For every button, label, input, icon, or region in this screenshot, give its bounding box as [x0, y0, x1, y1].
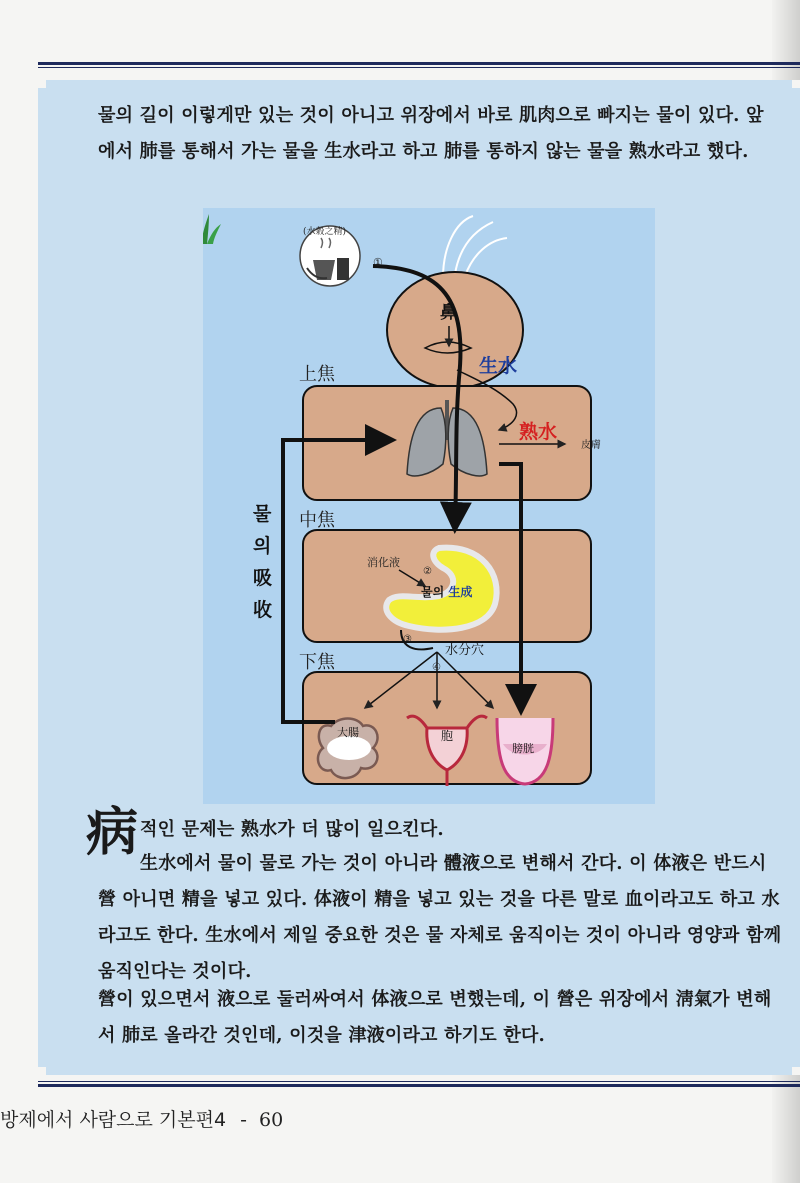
- bladder-label: 膀胱: [512, 742, 534, 755]
- page-number: 60: [259, 1109, 284, 1131]
- absorption-label-1: 물: [253, 503, 272, 525]
- lower-jiao-label: 下焦: [299, 652, 335, 673]
- footer-dash: -: [240, 1109, 247, 1131]
- large-intestine-label: 大腸: [337, 726, 359, 739]
- suksu-label: 熟水: [519, 421, 558, 443]
- intro-paragraph: 물의 길이 이렇게만 있는 것이 아니고 위장에서 바로 肌肉으로 빠지는 물이 있다. 앞에서 肺를 통해서 가는 물을 生水라고 하고 肺를 통하지 않는 물을 熟水라고 했다.: [98, 105, 764, 162]
- step-3-marker: ③: [403, 634, 412, 645]
- water-generation-label-a: 물의: [421, 585, 449, 599]
- absorption-label-2: 의: [253, 535, 272, 557]
- skin-label: 皮膚: [581, 440, 601, 451]
- paragraph-2-body: 生水에서 물이 물로 가는 것이 아니라 體液으로 변해서 간다. 이 体液은 반드시 營 아니면 精을 넣고 있다. 体液이 精을 넣고 있는 것을 다른 말로 血이라고도 하고 水라고도 한다. 生水에서 제일 중요한 것은 물 자체로 움직이는 것이 아니라 영양과 함께 움직인다는 것이다.: [98, 853, 782, 982]
- panel-corner: [792, 1067, 800, 1075]
- step-1-marker: ①: [373, 256, 383, 269]
- paragraph-2-first-line: 적인 문제는 熟水가 더 많이 일으킨다.: [140, 819, 444, 840]
- step-2-marker: ②: [423, 566, 432, 577]
- water-generation-label-b: 生成: [448, 585, 473, 599]
- step-4-marker: ④: [432, 662, 441, 673]
- paragraph-3: 營이 있으면서 液으로 둘러싸여서 体液으로 변했는데, 이 營은 위장에서 淸氣가 변해서 肺로 올라간 것인데, 이것을 津液이라고 하기도 한다.: [98, 989, 772, 1046]
- middle-jiao-label: 中焦: [299, 510, 335, 531]
- absorption-label-4: 收: [253, 599, 273, 621]
- water-pathway-diagram: [203, 208, 655, 804]
- footer-rule: [38, 1081, 800, 1087]
- water-divide-label: 水分穴: [445, 643, 485, 658]
- panel-corner: [792, 80, 800, 88]
- absorption-label-3: 吸: [253, 567, 273, 589]
- nose-label: 鼻: [440, 303, 457, 323]
- food-essence-label: (水穀之精): [303, 227, 347, 237]
- panel-corner: [38, 80, 46, 88]
- book-title: 방제에서 사람으로 기본편4: [0, 1109, 227, 1131]
- uterus-label: 胞: [441, 729, 454, 743]
- drop-cap: 病: [86, 802, 139, 863]
- header-rule: [38, 62, 800, 68]
- page-footer: [0, 1105, 283, 1132]
- digestive-fluid-label: 消化液: [367, 556, 400, 569]
- water-generation-label: [421, 584, 472, 599]
- panel-corner: [38, 1067, 46, 1075]
- upper-jiao-label: 上焦: [299, 364, 335, 385]
- saengsu-label: 生水: [479, 355, 518, 377]
